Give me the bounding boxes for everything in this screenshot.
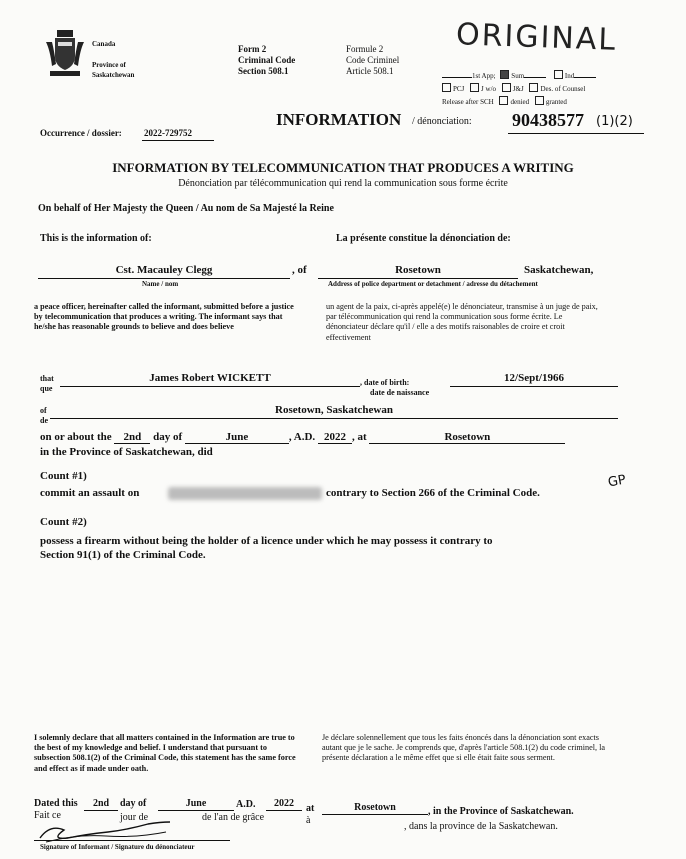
- informant-name: Cst. Macauley Clegg: [115, 264, 213, 276]
- count-2-line-2: Section 91(1) of the Criminal Code.: [40, 549, 206, 561]
- informant-address: Rosetown: [395, 264, 441, 276]
- declaration-en: I solemnly declare that all matters contained in the Information are true to the best of my knowledge and belief. I understand that pursuant to subsection 508.1(2) of the Criminal Code, this statement has the same force and effect as if made under oath.: [34, 733, 296, 773]
- count-1-text-before: commit an assault on: [40, 487, 140, 499]
- peace-officer-en: a peace officer, hereinafter called the informant, submitted before a justice by telecommunication that produces a writing. The informant says that he/she has reasonable grounds to believe and does believe: [34, 302, 294, 332]
- behalf-line: On behalf of Her Majesty the Queen / Au nom de Sa Majesté la Reine: [38, 203, 334, 214]
- dated-province-fr: , dans la province de la Saskatchewan.: [404, 821, 558, 832]
- de-label: de: [40, 416, 48, 425]
- dated-this-label: Dated this: [34, 798, 78, 809]
- dob-label-fr: date de naissance: [370, 388, 430, 397]
- canada-label: Canada: [92, 40, 116, 48]
- information-label: INFORMATION: [276, 110, 402, 129]
- ad-label: A.D.: [236, 799, 256, 810]
- dated-day: 2nd: [92, 798, 110, 809]
- province-label-2: Saskatchewan: [92, 71, 135, 79]
- information-of-fr: La présente constitue la dénonciation de:: [336, 233, 511, 244]
- peace-officer-fr: un agent de la paix, ci-après appelé(e) le dénonciateur, transmise à un juge de paix, par télécommunication qui rend la communication sous forme écrite. Le dénonciateur déclare qu'il / elle a des motifs raisonables de croire et croit effectivement: [326, 302, 598, 342]
- form-title: INFORMATION BY TELECOMMUNICATION THAT PRODUCES A WRITING: [112, 160, 574, 175]
- release-options: Release after SCH denied granted: [442, 98, 567, 106]
- accused-dob: 12/Sept/1966: [504, 372, 564, 384]
- dated-month: June: [185, 798, 207, 809]
- information-number: 90438577: [512, 110, 584, 130]
- count-2-label: Count #2): [40, 516, 87, 528]
- province-label-1: Province of: [92, 61, 126, 69]
- accused-address: Rosetown, Saskatchewan: [275, 404, 393, 416]
- dated-province-en: , in the Province of Saskatchewan.: [428, 806, 574, 817]
- province-did: in the Province of Saskatchewan, did: [40, 446, 213, 458]
- of-label: of: [40, 406, 47, 415]
- day-of-label: day of: [120, 798, 147, 809]
- date-line: on or about the 2nd day of June , A.D. 2022 , at Rosetown: [40, 431, 565, 444]
- informant-of: , of: [292, 264, 307, 276]
- initials: GP: [606, 472, 628, 491]
- informant-province: Saskatchewan,: [524, 264, 594, 276]
- that-label: that: [40, 374, 54, 383]
- appearance-options: 1st App; Sum Ind: [442, 70, 596, 80]
- original-stamp: ORIGINAL: [455, 17, 618, 58]
- count-2-line-1: possess a firearm without being the holder of a licence under which he may possess it contrary to: [40, 535, 493, 547]
- de-lan-label: de l'an de grâce: [202, 812, 265, 823]
- que-label: que: [40, 384, 53, 393]
- dated-year: 2022: [274, 798, 294, 809]
- name-caption: Name / nom: [142, 280, 179, 288]
- jour-de-label: jour de: [120, 812, 149, 823]
- dob-label: , date of birth:: [360, 378, 410, 387]
- count-1-text-after: contrary to Section 266 of the Criminal Code.: [326, 487, 540, 499]
- address-caption: Address of police department or detachment / adresse du détachement: [328, 280, 538, 288]
- count-1-label: Count #1): [40, 470, 87, 482]
- redacted-victim-name: [168, 487, 322, 500]
- dated-place: Rosetown: [354, 802, 396, 813]
- at-label: at: [306, 803, 315, 814]
- occurrence-label: Occurrence / dossier:: [40, 128, 122, 138]
- information-suffix: (1)(2): [596, 114, 633, 129]
- information-of-en: This is the information of:: [40, 233, 152, 244]
- judge-options: PCJ J w/o J&J Des. of Counsel: [442, 83, 585, 93]
- form-subtitle: Dénonciation par télécommunication qui rend la communication sous forme écrite: [178, 178, 508, 189]
- fait-ce-label: Fait ce: [34, 810, 61, 821]
- form-en: Form 2 Criminal Code Section 508.1: [238, 44, 296, 76]
- a-label: à: [306, 815, 311, 826]
- declaration-fr: Je déclare solennellement que tous les faits énoncés dans la dénonciation sont exacts autant que je le sache. Je comprends que, d'après l'article 508.1(2) du code criminel, la présente déclaration a le même effet que si elle était faite sous serment.: [322, 733, 606, 763]
- form-fr: Formule 2 Code Criminel Article 508.1: [346, 44, 400, 76]
- occurrence-number: 2022-729752: [144, 128, 192, 138]
- informant-signature: [36, 818, 176, 846]
- signature-caption: Signature of Informant / Signature du dénonciateur: [40, 843, 195, 851]
- information-label-fr: / dénonciation:: [412, 116, 472, 127]
- accused-name: James Robert WICKETT: [149, 372, 271, 384]
- coat-of-arms-icon: [44, 28, 86, 80]
